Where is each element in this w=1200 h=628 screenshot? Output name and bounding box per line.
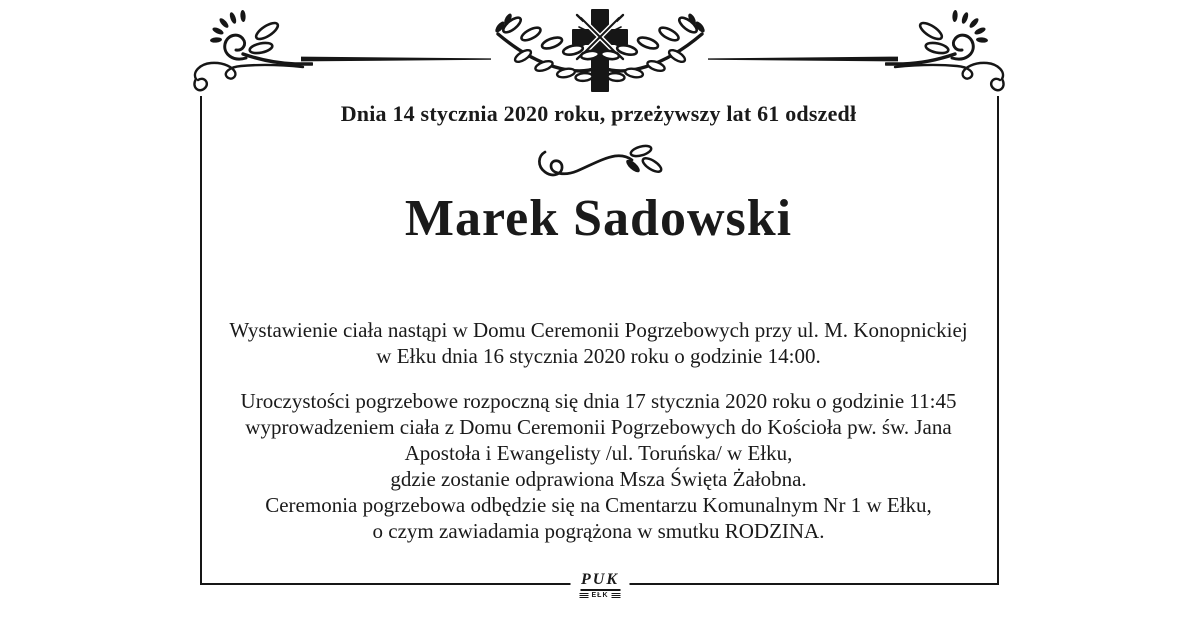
body-line: w Ełku dnia 16 stycznia 2020 roku o godzinie 14:00. bbox=[376, 344, 821, 368]
paragraph-viewing bbox=[200, 317, 997, 369]
floral-corner-right-icon bbox=[885, 6, 1015, 98]
body-line: wyprowadzeniem ciała z Domu Ceremonii Pogrzebowych do Kościoła pw. św. Jana bbox=[245, 415, 952, 439]
deceased-name: Marek Sadowski bbox=[404, 190, 793, 247]
logo-rule-right bbox=[612, 593, 621, 598]
body-line: gdzie zostanie odprawiona Msza Święta Żałobna. bbox=[390, 467, 807, 491]
cross-laurel-icon bbox=[480, 4, 720, 97]
body-line: o czym zawiadamia pogrążona w smutku RODZINA. bbox=[372, 519, 825, 543]
logo-primary-text: PUK bbox=[580, 572, 620, 591]
body-line: Apostoła i Ewangelisty /ul. Toruńska/ w Ełku, bbox=[404, 441, 793, 465]
logo-rule-left bbox=[580, 593, 589, 598]
header-rule-left bbox=[301, 56, 491, 63]
leaf-flourish-icon bbox=[533, 136, 665, 190]
puk-elk-logo bbox=[571, 571, 630, 599]
logo-secondary-text: EŁK bbox=[591, 592, 609, 599]
body-line: Ceremonia pogrzebowa odbędzie się na Cmentarzu Komunalnym Nr 1 w Ełku, bbox=[265, 493, 932, 517]
header-rule-right bbox=[708, 56, 898, 63]
paragraph-funeral bbox=[200, 388, 997, 544]
intro-line: Dnia 14 stycznia 2020 roku, przeżywszy lat 61 odszedł bbox=[340, 101, 857, 126]
body-line: Wystawienie ciała nastąpi w Domu Ceremonii Pogrzebowych przy ul. M. Konopnickiej bbox=[229, 318, 968, 342]
body-line: Uroczystości pogrzebowe rozpoczną się dnia 17 stycznia 2020 roku o godzinie 11:45 bbox=[240, 389, 957, 413]
floral-corner-left-icon bbox=[183, 6, 313, 98]
notice-body bbox=[200, 317, 997, 544]
